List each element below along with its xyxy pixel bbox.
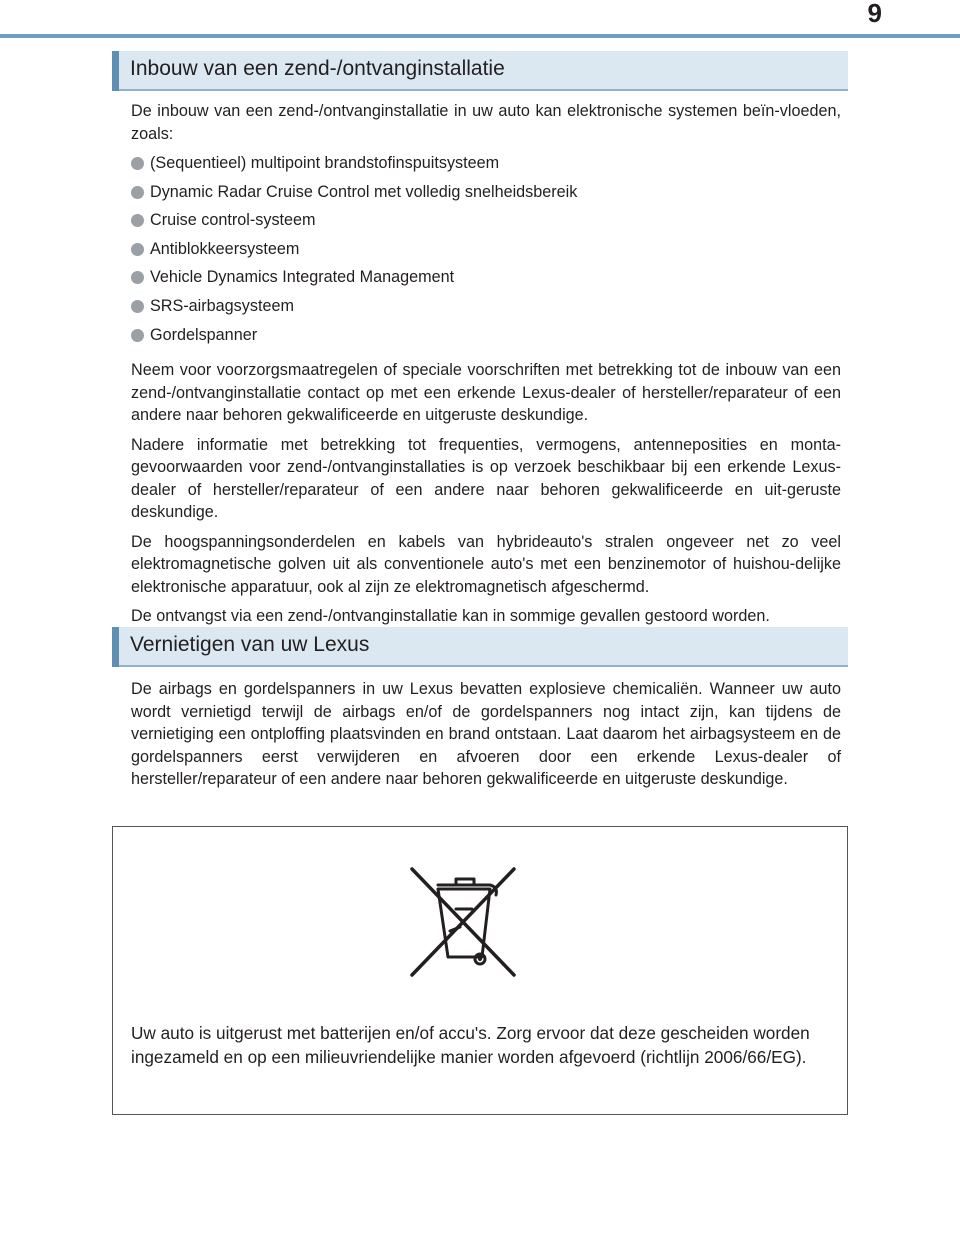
body-paragraph: De airbags en gordelspanners in uw Lexus bevatten explosieve chemicaliën. Wanneer uw auto wordt vernietigd terwijl de airbags en/of de gordelspanners nog intact zijn, kan tijdens de vernietiging een ontploffing plaatsvinden en brand ontstaan. Laat daarom het airbagsysteem en de gordelspanners eerst verwijderen en afvoeren door een erkende Lexus-dealer of hersteller/reparateur of een andere naar behoren gekwalificeerde en uitgeruste deskundige.	[131, 680, 841, 788]
top-rule	[0, 34, 960, 38]
section-title: Vernietigen van uw Lexus	[130, 633, 370, 656]
battery-disposal-notice	[112, 826, 848, 1115]
bullet-icon	[131, 271, 144, 284]
page-number: 9	[867, 0, 882, 28]
section-body-disposal	[131, 678, 841, 798]
affected-systems-list	[131, 152, 841, 352]
notice-text: Uw auto is uitgerust met batterijen en/of accu's. Zorg ervoor dat deze gescheiden worden ingezameld en op een milieuvriendelijke manier worden afgevoerd (richtlijn 2006/66/EG).	[131, 1023, 810, 1067]
list-item: Gordelspanner	[131, 324, 841, 353]
bin-wheel-hub	[478, 957, 482, 961]
bullet-icon	[131, 329, 144, 342]
section-accent-bar	[112, 627, 119, 667]
list-item: Cruise control-systeem	[131, 209, 841, 238]
section-accent-bar	[112, 51, 119, 91]
list-item: Antiblokkeersysteem	[131, 238, 841, 267]
crossed-out-wheelie-bin-icon	[408, 865, 518, 977]
section-header-disposal	[112, 627, 848, 667]
body-paragraph: De ontvangst via een zend-/ontvanginstallatie kan in sommige gevallen gestoord worden.	[131, 607, 770, 626]
bullet-icon	[131, 243, 144, 256]
body-paragraph: Nadere informatie met betrekking tot frequenties, vermogens, antenneposities en monta-gevoorwaarden voor zend-/ontvanginstallaties is op verzoek beschikbaar bij een erkende Lexus-dealer of hersteller/reparateur of een andere naar behoren gekwalificeerde en uit-geruste deskundige.	[131, 435, 841, 522]
list-item: SRS-airbagsysteem	[131, 295, 841, 324]
body-paragraph: De hoogspanningsonderdelen en kabels van hybrideauto's stralen ongeveer net zo veel elektromagnetische golven uit als conventionele auto's met een benzinemotor of huishou-delijke elektronische apparatuur, ook al zijn ze elektromagnetisch afgeschermd.	[131, 532, 841, 596]
section-title: Inbouw van een zend-/ontvanginstallatie	[130, 57, 505, 80]
list-item: (Sequentieel) multipoint brandstofinspuitsysteem	[131, 152, 841, 181]
bullet-icon	[131, 157, 144, 170]
bullet-icon	[131, 186, 144, 199]
bullet-icon	[131, 300, 144, 313]
section-body-transmitter	[131, 100, 841, 635]
section-header-transmitter	[112, 51, 848, 91]
list-item: Dynamic Radar Cruise Control met volledig snelheidsbereik	[131, 181, 841, 210]
intro-paragraph: De inbouw van een zend-/ontvanginstallatie in uw auto kan elektronische systemen beïn-vloeden, zoals:	[131, 102, 841, 143]
body-paragraph: Neem voor voorzorgsmaatregelen of speciale voorschriften met betrekking tot de inbouw van een zend-/ontvanginstallatie contact op met een erkende Lexus-dealer of hersteller/reparateur of een andere naar behoren gekwalificeerde en uitgeruste deskundige.	[131, 361, 841, 425]
list-item: Vehicle Dynamics Integrated Management	[131, 266, 841, 295]
bullet-icon	[131, 214, 144, 227]
